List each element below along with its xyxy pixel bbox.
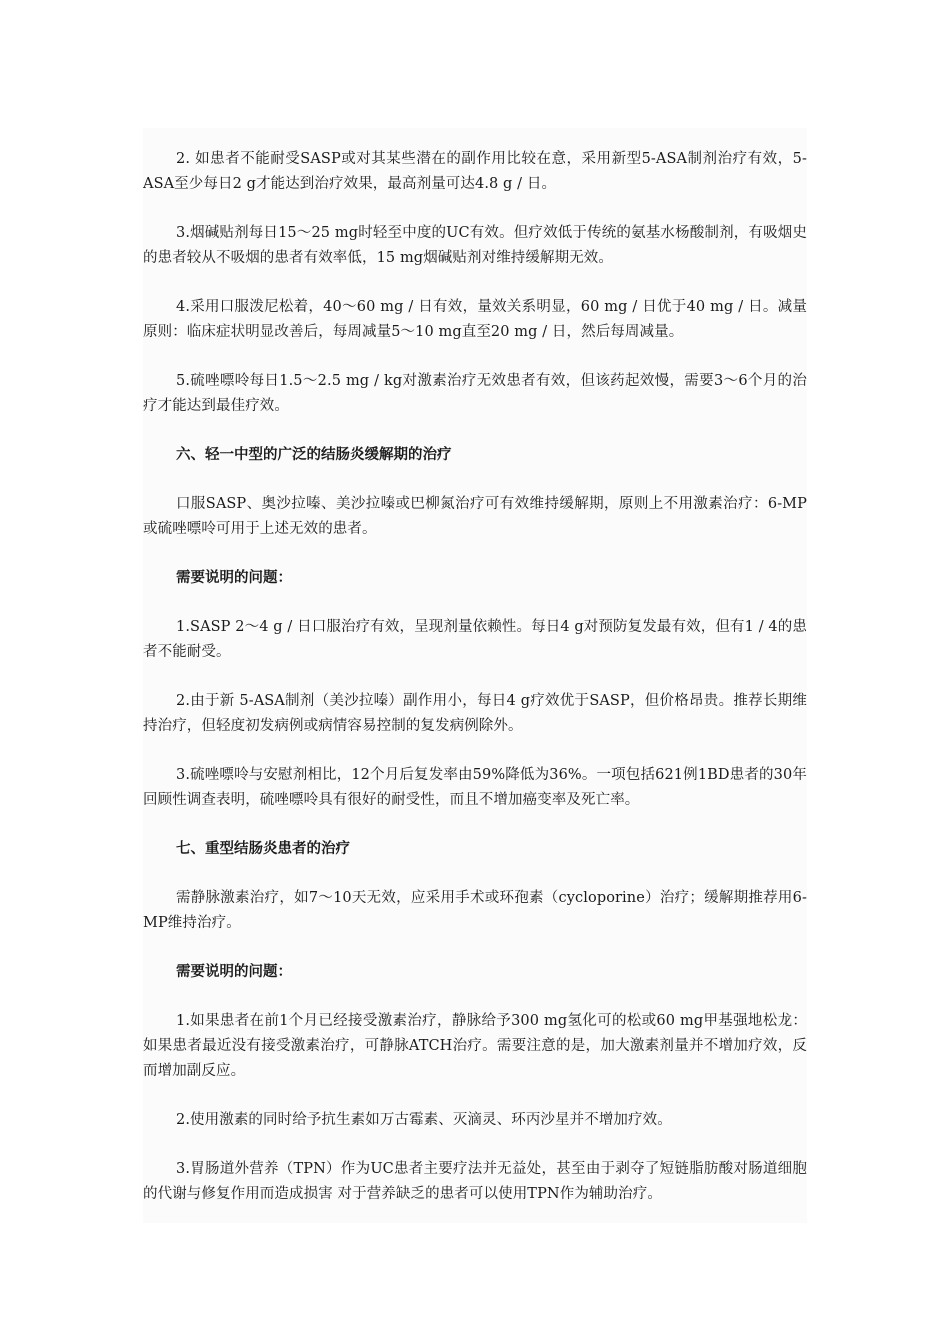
subheading-notes-1: 需要说明的问题： [176,570,292,586]
paragraph-maintenance-oral: 口服SASP、奥沙拉嗪、美沙拉嗪或巴柳氮治疗可有效维持缓解期，原则上不用激素治疗：6-MP或硫唑嘌呤可用于上述无效的患者。 [143,496,807,537]
paragraph-sasp-intolerance: 2. 如患者不能耐受SASP或对其某些潜在的副作用比较在意，采用新型5-ASA制剂治疗有效，5-ASA至少每日2 g才能达到治疗效果，最高剂量可达4.8 g / 日。 [143,151,807,192]
paragraph-iv-steroids: 需静脉激素治疗，如7～10天无效，应采用手术或环孢素（cycloporine）治疗；缓解期推荐用6-MP维持治疗。 [143,890,807,931]
section-heading-seven: 七、重型结肠炎患者的治疗 [176,841,350,857]
document-body [143,147,807,1231]
paragraph-mesalazine: 2.由于新 5-ASA制剂（美沙拉嗪）副作用小，每日4 g疗效优于SASP，但价格昂贵。推荐长期维持治疗，但轻度初发病例或病情容易控制的复发病例除外。 [143,693,807,734]
section-heading-six: 六、轻一中型的广泛的结肠炎缓解期的治疗 [176,447,452,463]
paragraph-prednisone: 4.采用口服泼尼松着，40～60 mg / 日有效，量效关系明显，60 mg / 日优于40 mg / 日。减量原则：临床症状明显改善后，每周减量5～10 mg直至20 mg / 日，然后每周减量。 [143,299,807,340]
paragraph-nicotine-patch: 3.烟碱贴剂每日15～25 mg时轻至中度的UC有效。但疗效低于传统的氨基水杨酸制剂，有吸烟史的患者较从不吸烟的患者有效率低，15 mg烟碱贴剂对维持缓解期无效。 [143,225,807,266]
paragraph-tpn: 3.胃肠道外营养（TPN）作为UC患者主要疗法并无益处，甚至由于剥夺了短链脂肪酸对肠道细胞的代谢与修复作用而造成损害 对于营养缺乏的患者可以使用TPN作为辅助治疗。 [143,1161,807,1202]
paragraph-azathioprine-placebo: 3.硫唑嘌呤与安慰剂相比，12个月后复发率由59%降低为36%。一项包括621例1BD患者的30年回顾性调查表明，硫唑嘌呤具有很好的耐受性，而且不增加癌变率及死亡率。 [143,767,807,808]
subheading-notes-2: 需要说明的问题： [176,964,292,980]
paragraph-antibiotics: 2.使用激素的同时给予抗生素如万古霉素、灭滴灵、环丙沙星并不增加疗效。 [176,1112,672,1128]
paragraph-sasp-dose: 1.SASP 2～4 g / 日口服治疗有效，呈现剂量依赖性。每日4 g对预防复发最有效，但有1 / 4的患者不能耐受。 [143,619,807,660]
paragraph-azathioprine: 5.硫唑嘌呤每日1.5～2.5 mg / kg对激素治疗无效患者有效，但该药起效慢，需要3～6个月的治疗才能达到最佳疗效。 [143,373,807,414]
paragraph-hydrocortisone: 1.如果患者在前1个月已经接受激素治疗，静脉给予300 mg氢化可的松或60 mg甲基强地松龙：如果患者最近没有接受激素治疗，可静脉ATCH治疗。需要注意的是，加大激素剂量并不增加疗效，反而增加副反应。 [143,1013,807,1079]
